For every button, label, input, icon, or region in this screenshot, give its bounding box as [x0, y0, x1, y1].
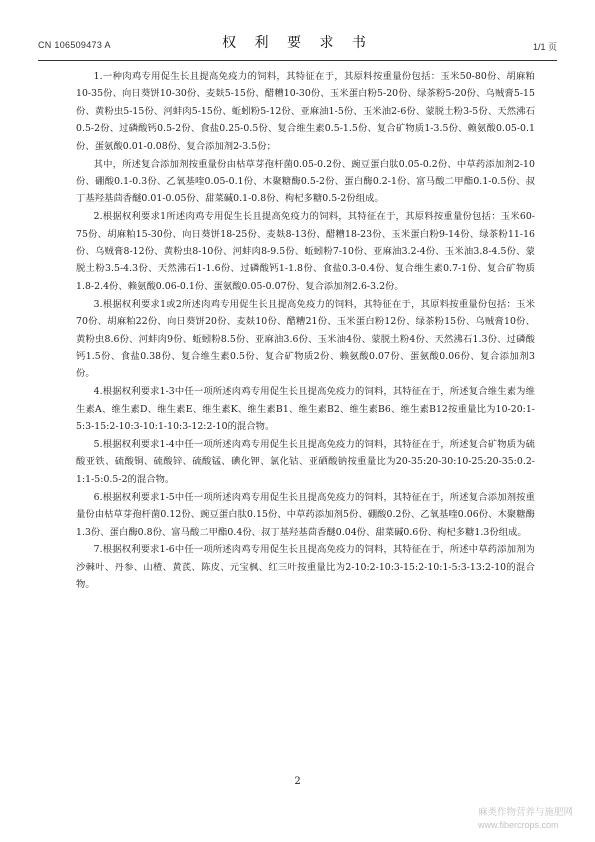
claim-3: 3.根据权利要求1或2所述肉鸡专用促生长且提高免疫力的饲料，其特征在于，其原料按重量份包括：玉米70份、胡麻粕22份、向日葵饼20份、麦麸10份、醋糟21份、玉米蛋白粉12份、绿茶粉15份、乌贼膏10份、黄粉虫8.6份、河蚌肉9份、蚯蚓粉8.5份、亚麻油3.6份、玉米油4份、蒙脱土粉4份、天然沸石1.3份、过磷酸钙1.5份、食盐0.38份、复合维生素0.5份、复合矿物质2份、赖氨酸0.07份、蛋氨酸0.06份、复合添加剂3份。: [76, 298, 535, 380]
claim-1: 1.一种肉鸡专用促生长且提高免疫力的饲料，其特征在于，其原料按重量份包括：玉米50-80份、胡麻粕10-35份、向日葵饼10-30份、麦麸5-15份、醋糟10-30份、玉米蛋白粉5-20份、绿茶粉5-20份、乌贼膏5-15份、黄粉虫5-15份、河蚌肉5-15份、蚯蚓粉5-12份、亚麻油1-5份、玉米油2-6份、蒙脱土粉3-5份、天然沸石0.5-2份、过磷酸钙0.5-2份、食盐0.25-0.5份、复合维生素0.5-1.5份、复合矿物质1-3.5份、赖氨酸0.05-0.1份、蛋氨酸0.01-0.08份、复合添加剂2-3.5份；: [76, 71, 535, 152]
claims-body: [76, 68, 535, 594]
claim-6: 6.根据权利要求1-5中任一项所述肉鸡专用促生长且提高免疫力的饲料，其特征在于，所述复合添加剂按重量份由枯草芽孢杆菌0.12份、豌豆蛋白肽0.15份、中草药添加剂5份、硼酸0.2份、乙氧基喹0.06份、木聚糖酶1.3份、蛋白酶0.8份、富马酸二甲酯0.4份、叔丁基羟基茴香醚0.04份、甜菜碱0.6份、枸杞多糖1.3份组成。: [76, 491, 535, 538]
claim-4: 4.根据权利要求1-3中任一项所述肉鸡专用促生长且提高免疫力的饲料，其特征在于，所述复合维生素为维生素A、维生素D、维生素E、维生素K、维生素B1、维生素B2、维生素B6、维生素B12按重量比为10-20:1-5:3-15:2-10:3-10:1-10:3-12:2-10的混合物。: [76, 386, 535, 433]
watermark-site-name: 麻类作物营养与施肥网: [477, 807, 573, 818]
document-number: CN 106509473 A: [38, 40, 111, 50]
document-title: 权 利 要 求 书: [222, 35, 373, 51]
page-indicator: 1/1 页: [532, 42, 557, 52]
claim-2: 2.根据权利要求1所述肉鸡专用促生长且提高免疫力的饲料，其特征在于，其原料按重量份包括：玉米60-75份、胡麻粕15-30份、向日葵饼18-25份、麦麸8-13份、醋糟18-23份、玉米蛋白粉9-14份、绿茶粉11-16份、乌贼膏8-12份、黄粉虫8-10份、河蚌肉8-9.5份、蚯蚓粉7-10份、亚麻油3.2-4份、玉米油3.8-4.5份、蒙脱土粉3.5-4.3份、天然沸石1-1.6份、过磷酸钙1-1.8份、食盐0.3-0.4份、复合维生素0.7-1份、复合矿物质1.8-2.4份、赖氨酸0.06-0.1份、蛋氨酸0.05-0.07份、复合添加剂2.6-3.2份。: [76, 211, 535, 292]
claim-1-continued: 其中，所述复合添加剂按重量份由枯草芽孢杆菌0.05-0.2份、豌豆蛋白肽0.05-0.2份、中草药添加剂2-10份、硼酸0.1-0.3份、乙氧基喹0.05-0.1份、木聚糖酶0.5-2份、蛋白酶0.2-1份、富马酸二甲酯0.1-0.5份、叔丁基羟基茴香醚0.01-0.05份、甜菜碱0.1-0.8份、枸杞多糖0.5-2份组成。: [76, 158, 535, 205]
claim-5: 5.根据权利要求1-4中任一项所述肉鸡专用促生长且提高免疫力的饲料，其特征在于，所述复合矿物质为硫酸亚铁、硫酸铜、硫酸锌、硫酸锰、碘化钾、氯化钴、亚硒酸钠按重量比为20-35:20-30:10-25:20-35:0.2-1:1-5:0.5-2的混合物。: [76, 439, 535, 485]
watermark-url: www.fibercrops.com: [477, 820, 559, 830]
header-rule: [38, 60, 557, 61]
page-number: 2: [294, 776, 301, 787]
claim-7: 7.根据权利要求1-6中任一项所述肉鸡专用促生长且提高免疫力的饲料，其特征在于，所述中草药添加剂为沙棘叶、丹参、山楂、黄芪、陈皮、元宝枫、红三叶按重量比为2-10:2-10:3-15:2-10:1-5:3-13:2-10的混合物。: [76, 544, 535, 591]
page-header: [38, 22, 557, 62]
watermark: [478, 804, 573, 830]
